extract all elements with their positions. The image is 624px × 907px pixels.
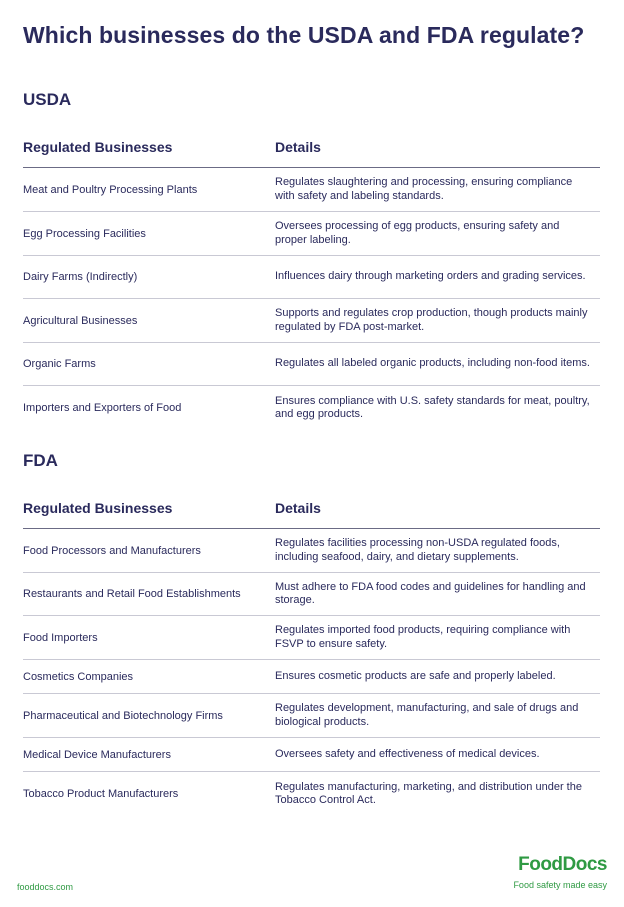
details-cell: Oversees processing of egg products, ensuring safety and proper labeling. xyxy=(275,220,560,246)
details-cell: Regulates slaughtering and processing, ensuring compliance with safety and labeling standards. xyxy=(275,176,573,202)
table-row xyxy=(23,212,600,256)
fda-col-details: Details xyxy=(275,500,321,516)
table-row xyxy=(23,616,600,660)
fda-col-business: Regulated Businesses xyxy=(23,500,173,516)
business-cell: Agricultural Businesses xyxy=(23,314,138,327)
business-cell: Pharmaceutical and Biotechnology Firms xyxy=(23,709,223,722)
table-row xyxy=(23,573,600,616)
usda-table-header xyxy=(23,128,600,168)
usda-col-business: Regulated Businesses xyxy=(23,139,173,155)
brand-tagline: Food safety made easy xyxy=(513,880,607,890)
table-row xyxy=(23,343,600,386)
table-row xyxy=(23,168,600,212)
business-cell: Food Processors and Manufacturers xyxy=(23,544,201,557)
usda-col-details: Details xyxy=(275,139,321,155)
details-cell: Must adhere to FDA food codes and guidelines for handling and storage. xyxy=(275,580,586,606)
fda-section xyxy=(23,451,600,816)
table-row xyxy=(23,694,600,738)
details-cell: Influences dairy through marketing orders and grading services. xyxy=(275,270,586,283)
fda-table-body xyxy=(23,529,600,816)
details-cell: Oversees safety and effectiveness of medical devices. xyxy=(275,747,540,760)
table-row xyxy=(23,299,600,343)
page-title: Which businesses do the USDA and FDA regulate? xyxy=(23,22,585,48)
business-cell: Organic Farms xyxy=(23,358,96,370)
table-row xyxy=(23,386,600,430)
table-row xyxy=(23,772,600,816)
details-cell: Regulates all labeled organic products, including non-food items. xyxy=(275,357,590,370)
brand-wordmark: FoodDocs xyxy=(518,854,607,875)
details-cell: Regulates development, manufacturing, and sale of drugs and biological products. xyxy=(275,702,579,728)
fooddocs-logo xyxy=(513,854,607,890)
details-cell: Supports and regulates crop production, though products mainly regulated by FDA post-market. xyxy=(275,307,588,333)
footer-url[interactable]: fooddocs.com xyxy=(17,882,74,892)
business-cell: Restaurants and Retail Food Establishments xyxy=(23,588,241,600)
table-row xyxy=(23,256,600,299)
fda-table-header xyxy=(23,489,600,529)
business-cell: Dairy Farms (Indirectly) xyxy=(23,271,138,283)
details-cell: Ensures compliance with U.S. safety standards for meat, poultry, and egg products. xyxy=(275,394,590,420)
fda-heading: FDA xyxy=(23,451,58,470)
business-cell: Meat and Poultry Processing Plants xyxy=(23,183,198,196)
usda-table-body xyxy=(23,168,600,430)
business-cell: Egg Processing Facilities xyxy=(23,227,146,240)
business-cell: Food Importers xyxy=(23,631,98,644)
details-cell: Ensures cosmetic products are safe and properly labeled. xyxy=(275,669,556,682)
table-row xyxy=(23,529,600,573)
table-row xyxy=(23,660,600,694)
usda-heading: USDA xyxy=(23,90,72,109)
usda-section xyxy=(23,90,600,430)
business-cell: Cosmetics Companies xyxy=(23,670,134,683)
table-row xyxy=(23,738,600,772)
details-cell: Regulates facilities processing non-USDA regulated foods, including seafood, dairy, and dietary supplements. xyxy=(275,537,560,563)
details-cell: Regulates manufacturing, marketing, and distribution under the Tobacco Control Act. xyxy=(275,780,582,806)
business-cell: Importers and Exporters of Food xyxy=(23,402,182,414)
details-cell: Regulates imported food products, requiring compliance with FSVP to ensure safety. xyxy=(275,624,571,650)
business-cell: Medical Device Manufacturers xyxy=(23,748,171,761)
business-cell: Tobacco Product Manufacturers xyxy=(23,788,179,800)
